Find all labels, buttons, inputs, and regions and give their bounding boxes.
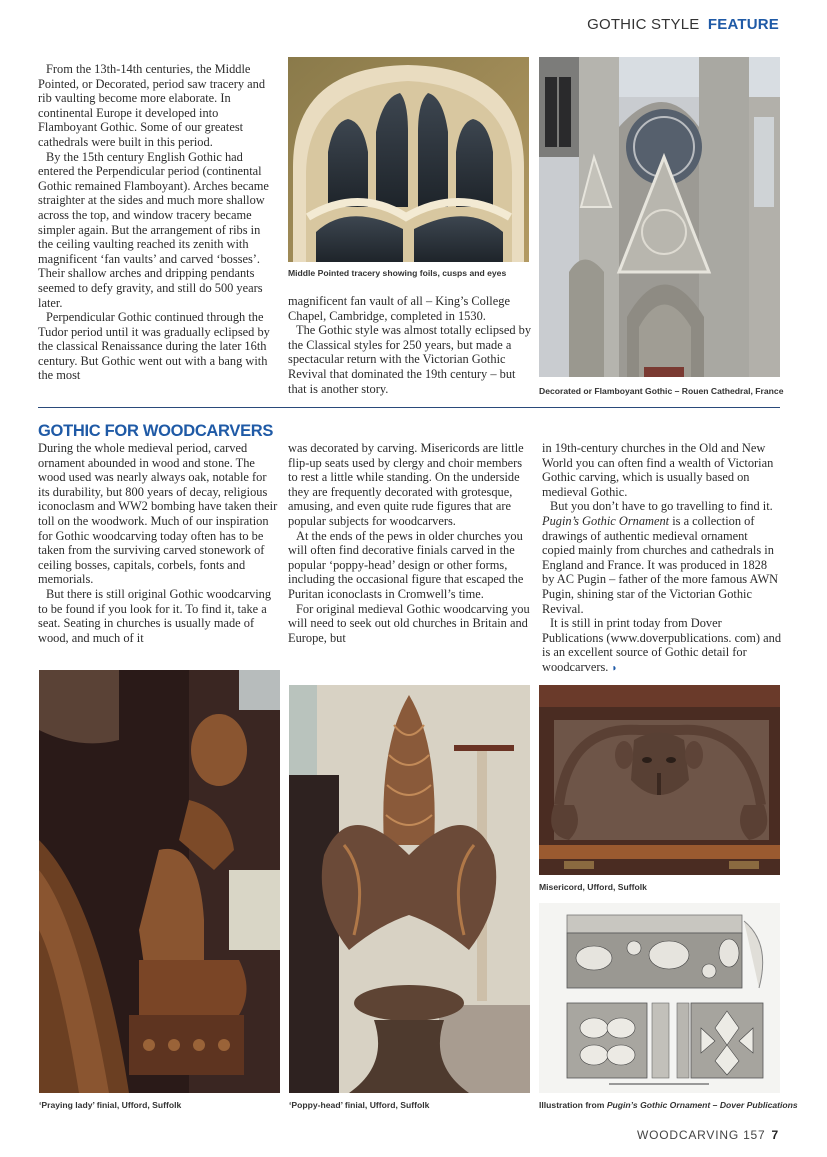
text-run: But you don’t have to go travelling to find it. (550, 499, 773, 514)
tracery-caption: Middle Pointed tracery showing foils, cusps and eyes (288, 268, 507, 278)
poppy-head-caption: ‘Poppy-head’ finial, Ufford, Suffolk (289, 1100, 430, 1110)
paragraph: Perpendicular Gothic continued through the Tudor period until it was gradually eclipsed by the classical Renaissance during the later 16th century. But Gothic went out with a bang with the most (38, 310, 270, 383)
caption-text: Illustration from (539, 1100, 607, 1110)
feature-label: FEATURE (707, 16, 779, 33)
rouen-caption: Decorated or Flamboyant Gothic – Rouen Cathedral, France (539, 386, 784, 396)
page-number: 7 (771, 1128, 779, 1142)
misericord-photo (539, 685, 780, 875)
poppy-head-photo (289, 685, 530, 1093)
pugin-illustration (539, 903, 780, 1093)
woodcarvers-column-2 (288, 441, 533, 645)
caption-text: – Dover Publications (710, 1100, 798, 1110)
section-heading: GOTHIC FOR WOODCARVERS (38, 422, 274, 440)
caption-book-title: Pugin’s Gothic Ornament (606, 1100, 711, 1110)
book-title: Pugin’s Gothic Ornament (542, 513, 670, 528)
praying-lady-caption: ‘Praying lady’ finial, Ufford, Suffolk (39, 1100, 182, 1110)
text-run: is a collection of drawings of authentic medieval ornament copied mainly from churches and cathedrals in England and France. It was produced in 1828 by AC Pugin – father of the more famous AWN Pugin, shining star of the Victorian Gothic Revival. (542, 513, 779, 616)
paragraph: From the 13th-14th centuries, the Middle Pointed, or Decorated, period saw tracery and rib vaulting become more elaborate. In continental Europe it developed into Flamboyant Gothic. Some of our greatest cathedrals were built in this period. (38, 62, 266, 149)
paragraph: in 19th-century churches in the Old and New World you can often find a wealth of Victorian Gothic carving, which is usually based on medieval Gothic. (542, 441, 774, 499)
paragraph (542, 499, 782, 616)
paragraph (542, 616, 782, 676)
pugin-caption (539, 1100, 798, 1110)
paragraph: At the ends of the pews in older churches you will often find decorative finials carved in the popular ‘poppy-head’ design or other forms, including the occasional figure that escaped the Puritan iconoclasts in Cromwell’s time. (288, 528, 524, 601)
paragraph: During the whole medieval period, carved ornament abounded in wood and stone. The wood used was nearly always oak, notable for its durability, but 800 years of decay, religious iconoclasm and WW2 bombing have taken their toll on the woodwork. Much of our inspiration for Gothic woodcarving today often has to be taken from the surviving carved stonework of ceiling bosses, capitals, corbels, fonts and memorials. (38, 441, 278, 587)
tracery-photo (288, 57, 529, 262)
end-mark-icon: ◗ (611, 662, 618, 674)
running-header (587, 16, 779, 33)
paragraph: But there is still original Gothic woodcarving to be found if you look for it. To find it, take a seat. Seating in churches is usually made of wood, and much of it (38, 586, 272, 645)
paragraph: For original medieval Gothic woodcarving you will need to seek out old churches in Britain and Europe, but (288, 601, 530, 645)
paragraph: By the 15th century English Gothic had entered the Perpendicular period (continental Gothic remained Flamboyant). Arches became straighter at the sides and much more shallow across the top, and window tracery became simpler again. But the arrangement of ribs in the ceiling vaulting reached its zenith with magnificent ‘fan vaults’ and carved ‘bosses’. Their shallow arches and dripping pendants seemed to defy gravity, and still do 500 years later. (38, 149, 269, 310)
magazine-issue: WOODCARVING 157 (637, 1128, 766, 1142)
paragraph: was decorated by carving. Misericords are little flip-up seats used by clergy and choir members to rest a little while standing. On the underside they are frequently decorated with grotesque, amusing, and even quite rude figures that are popular subjects for woodcarvers. (288, 441, 524, 528)
text-run: It is still in print today from Dover Publications (www.doverpublications. com) and is an excellent source of Gothic detail for woodcarvers. (542, 616, 782, 674)
intro-column-2 (288, 294, 533, 396)
intro-column-1 (38, 62, 278, 383)
rouen-cathedral-photo (539, 57, 780, 377)
praying-lady-photo (39, 670, 280, 1093)
woodcarvers-column-3 (542, 441, 782, 677)
page-footer (637, 1128, 779, 1142)
woodcarvers-column-1 (38, 441, 278, 645)
section-divider (38, 407, 780, 408)
section-label: GOTHIC STYLE (587, 16, 700, 33)
misericord-caption: Misericord, Ufford, Suffolk (539, 882, 647, 892)
paragraph: The Gothic style was almost totally eclipsed by the Classical styles for 250 years, but made a spectacular return with the Victorian Gothic Revival that dominated the 19th century – but that is another story. (288, 323, 532, 396)
paragraph: magnificent fan vault of all – King’s College Chapel, Cambridge, completed in 1530. (288, 294, 510, 323)
